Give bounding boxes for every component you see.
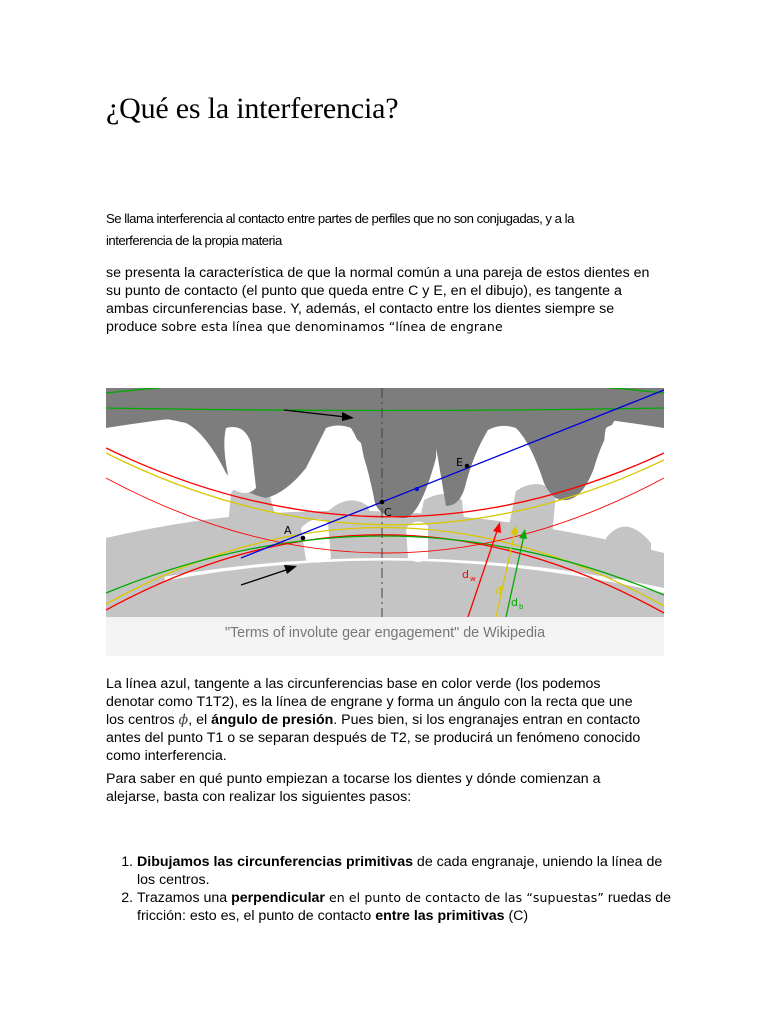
- step-text: de cada engranaje, uniendo la línea de los centros.: [137, 854, 663, 888]
- step-text: Trazamos una: [137, 890, 232, 906]
- paragraph-text: La línea azul, tangente a las circunferencias base en color verde (los podemos denotar como T1T2), es la línea de engrane y forma un ángulo con la recta que une los centros: [106, 676, 633, 728]
- dw-subscript: w: [470, 575, 476, 583]
- step-bold-text: Dibujamos las circunferencias primitivas: [137, 854, 413, 870]
- figure-caption: "Terms of involute gear engagement" de Wikipedia: [106, 617, 664, 656]
- paragraph-text: , el: [188, 712, 212, 728]
- paragraph-linea-azul: [106, 675, 651, 765]
- step-text-alt-font: en el punto de contacto de las “supuestas”: [324, 890, 604, 905]
- page-title: ¿Qué es la interferencia?: [106, 92, 399, 125]
- paragraph-text: se presenta la característica de que la normal común a una pareja de estos dientes en su punto de contacto (el punto que queda entre C y E, en el dibujo), es tangente a ambas circunferencias base. Y, además, el contacto entre los dientes siempre se produce s: [106, 265, 650, 335]
- step-text: (C): [504, 908, 529, 924]
- list-item: [137, 853, 682, 889]
- d-label: d: [495, 584, 502, 597]
- intro-paragraph: Se llama interferencia al contacto entre partes de perfiles que no son conjugadas, y a la interferencia de la propia materia: [106, 211, 574, 248]
- point-a-label: A: [284, 524, 292, 537]
- db-subscript: b: [519, 603, 524, 611]
- gear-diagram: [106, 388, 664, 617]
- point-e-label: E: [456, 456, 463, 469]
- db-label: d: [511, 596, 518, 609]
- phi-symbol: ϕ: [178, 712, 189, 728]
- step-text: ruedas de fricción: esto es, el punto de contacto: [137, 890, 672, 924]
- gear-engagement-figure: [106, 388, 664, 617]
- step-bold-text: perpendicular: [231, 890, 325, 906]
- bold-term-angulo-presion: ángulo de presión: [211, 712, 334, 728]
- paragraph-text-alt-font: obre esta línea que denominamos “línea de engrane: [168, 319, 503, 334]
- step-bold-text: entre las primitivas: [375, 908, 505, 924]
- paragraph-normal-comun: [106, 264, 651, 336]
- paragraph-pasos-intro: Para saber en qué punto empiezan a tocarse los dientes y dónde comienzan a alejarse, basta con realizar los siguientes pasos:: [106, 771, 601, 805]
- list-item: [137, 889, 682, 925]
- dw-label: d: [462, 568, 469, 581]
- paragraph-text: . Pues bien, si los engranajes entran en contacto antes del punto T1 o se separan después de T2, se producirá un fenómeno conocido como interferencia.: [106, 712, 641, 764]
- point-c-label: C: [384, 506, 392, 519]
- steps-list: [106, 853, 682, 925]
